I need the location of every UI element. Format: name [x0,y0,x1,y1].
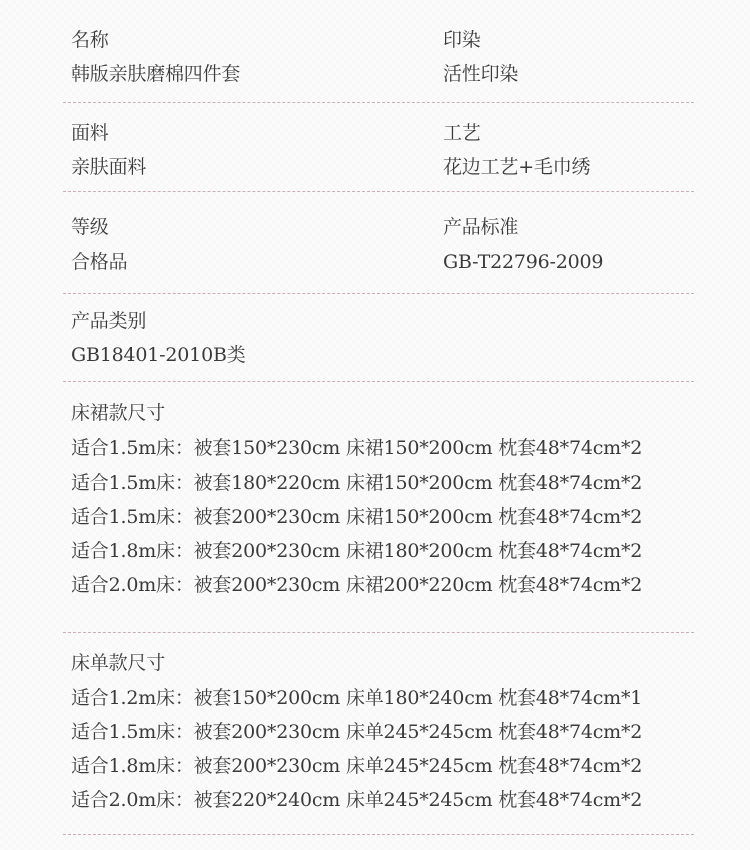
bedskirt-row: 适合1.5m床：被套180*220cm 床裙150*200cm 枕套48*74cm*2 [71,472,643,494]
divider [63,632,694,633]
bedskirt-row: 适合1.5m床：被套150*230cm 床裙150*200cm 枕套48*74cm*2 [71,437,643,459]
fabric-value: 亲肤面料 [71,156,147,178]
divider [63,834,694,835]
craft-label: 工艺 [443,122,481,144]
bedsheet-row: 适合1.2m床：被套150*200cm 床单180*240cm 枕套48*74cm*1 [71,687,643,709]
standard-value: GB-T22796-2009 [443,251,604,273]
craft-value: 花边工艺+毛巾绣 [443,156,591,178]
name-value: 韩版亲肤磨棉四件套 [71,63,241,85]
divider [63,293,694,294]
divider [63,191,694,192]
grade-label: 等级 [71,216,109,238]
bedsheet-title: 床单款尺寸 [71,652,166,674]
bedskirt-row: 适合1.5m床：被套200*230cm 床裙150*200cm 枕套48*74cm*2 [71,506,643,528]
bedsheet-row: 适合1.8m床：被套200*230cm 床单245*245cm 枕套48*74cm*2 [71,755,643,777]
print-value: 活性印染 [443,63,519,85]
bedskirt-row: 适合2.0m床：被套200*230cm 床裙200*220cm 枕套48*74cm*2 [71,574,643,596]
fabric-label: 面料 [71,122,109,144]
bedskirt-title: 床裙款尺寸 [71,402,166,424]
category-label: 产品类别 [71,310,147,332]
category-value: GB18401-2010B类 [71,344,246,366]
bedsheet-row: 适合2.0m床：被套220*240cm 床单245*245cm 枕套48*74cm*2 [71,789,643,811]
divider [63,102,694,103]
standard-label: 产品标准 [443,216,519,238]
name-label: 名称 [71,29,109,51]
grade-value: 合格品 [71,251,128,273]
divider [63,381,694,382]
bedskirt-row: 适合1.8m床：被套200*230cm 床裙180*200cm 枕套48*74cm*2 [71,540,643,562]
bedsheet-row: 适合1.5m床：被套200*230cm 床单245*245cm 枕套48*74cm*2 [71,721,643,743]
print-label: 印染 [443,29,481,51]
